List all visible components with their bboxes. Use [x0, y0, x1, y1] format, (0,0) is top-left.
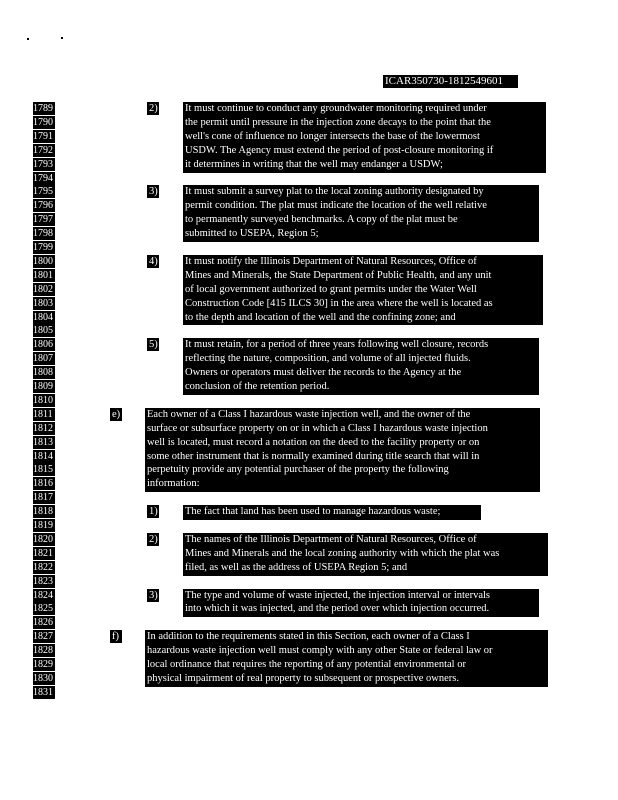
text-line: Owners or operators must deliver the records to the Agency at the [185, 367, 462, 379]
line-number: 1830 [33, 672, 53, 684]
item-text [183, 102, 546, 173]
line-number: 1827 [33, 631, 53, 643]
line-number: 1814 [33, 450, 53, 462]
text-line: Each owner of a Class I hazardous waste injection well, and the owner of the [147, 408, 471, 420]
text-line: reflecting the nature, composition, and volume of all injected fluids. [185, 353, 471, 365]
line-number: 1807 [33, 353, 53, 365]
item-label: 2) [149, 103, 158, 114]
text-line: to permanently surveyed benchmarks. A copy of the plat must be [185, 214, 458, 226]
line-number: 1818 [33, 506, 53, 518]
line-number: 1790 [33, 116, 53, 128]
line-number: 1825 [33, 603, 53, 615]
text-line: Mines and Minerals and the local zoning authority with which the plat was [185, 547, 500, 559]
document-id: ICAR350730-1812549601 [383, 75, 518, 88]
line-number: 1805 [33, 325, 53, 337]
text-line: The names of the Illinois Department of Natural Resources, Office of [185, 533, 477, 545]
text-line: into which it was injected, and the period over which injection occurred. [185, 603, 490, 615]
text-line: information: [147, 478, 200, 490]
line-number: 1819 [33, 520, 53, 531]
line-number: 1803 [33, 297, 53, 309]
line-number: 1821 [33, 547, 53, 559]
line-number: 1829 [33, 659, 53, 670]
line-number: 1806 [33, 339, 53, 351]
line-number: 1804 [33, 311, 53, 323]
text-line: It must continue to conduct any groundwater monitoring required under [185, 103, 487, 114]
item-label: 2) [149, 533, 158, 545]
item-text [145, 630, 548, 687]
line-number: 1823 [33, 575, 53, 587]
text-line: the permit until pressure in the injection zone decays to the point that the [185, 116, 491, 128]
item-text [145, 408, 540, 492]
text-line: hazardous waste injection well must comply with any other State or federal law or [147, 645, 493, 657]
line-number: 1811 [33, 408, 55, 421]
text-line: Mines and Minerals, the State Department of Public Health, and any unit [185, 269, 492, 281]
line-number: 1813 [33, 436, 53, 448]
text-line: some other instrument that is normally examined during title search that will in [147, 450, 480, 462]
line-number: 1789 [33, 103, 53, 114]
text-line: In addition to the requirements stated in this Section, each owner of a Class I [147, 631, 470, 643]
text-line: Construction Code [415 ILCS 30] in the area where the well is located as [185, 297, 493, 309]
item-label: 1) [149, 506, 158, 518]
text-line: conclusion of the retention period. [185, 381, 330, 393]
line-number: 1810 [33, 394, 53, 406]
line-number: 1793 [33, 158, 53, 170]
text-line: it determines in writing that the well may endanger a USDW; [185, 158, 443, 170]
line-number: 1798 [33, 228, 53, 240]
line-number: 1831 [33, 686, 53, 698]
text-line: It must retain, for a period of three years following well closure, records [185, 339, 489, 351]
line-number: 1791 [33, 130, 53, 142]
line-number: 1797 [33, 214, 53, 226]
item-text [183, 255, 543, 326]
item-label: 3) [149, 186, 158, 198]
item-label: e) [112, 408, 121, 420]
line-number: 1801 [33, 269, 53, 281]
line-number: 1824 [33, 589, 53, 601]
item-label: f) [110, 630, 122, 643]
line-number: 1817 [33, 492, 53, 504]
item-text [183, 505, 481, 520]
line-number: 1812 [33, 422, 53, 434]
item-label: 5) [149, 339, 158, 351]
line-number: 1792 [33, 144, 53, 156]
line-number: 1815 [33, 464, 53, 476]
scan-speck [27, 38, 29, 40]
item-label: 3) [149, 589, 158, 601]
text-line: to the depth and location of the well and the confining zone; and [185, 311, 456, 323]
line-number: 1820 [33, 533, 53, 545]
line-number: 1826 [33, 617, 53, 629]
line-number: 1809 [33, 381, 53, 392]
item-text [183, 589, 539, 618]
line-number: 1799 [33, 242, 53, 253]
line-number: 1800 [33, 255, 53, 267]
text-line: The fact that land has been used to manage hazardous waste; [185, 506, 441, 518]
text-line: physical impairment of real property to subsequent or prospective owners. [147, 672, 459, 684]
text-line: It must submit a survey plat to the local zoning authority designated by [185, 186, 484, 198]
text-line: perpetuity provide any potential purchaser of the property the following [147, 464, 449, 476]
scan-speck [61, 37, 63, 39]
line-number: 1796 [33, 200, 53, 212]
item-label: 4) [149, 255, 158, 267]
line-number: 1802 [33, 283, 53, 295]
text-line: submitted to USEPA, Region 5; [185, 228, 319, 240]
item-text [183, 338, 539, 395]
text-line: permit condition. The plat must indicate the location of the well relative [185, 200, 487, 212]
item-text [183, 533, 548, 576]
line-number: 1795 [33, 186, 53, 198]
text-line: The type and volume of waste injected, the injection interval or intervals [185, 589, 490, 601]
text-line: well is located, must record a notation on the deed to the facility property or on [147, 436, 480, 448]
line-number: 1816 [33, 478, 53, 490]
text-line: surface or subsurface property on or in which a Class I hazardous waste injection [147, 422, 488, 434]
text-line: well's cone of influence no longer intersects the base of the lowermost [185, 130, 480, 142]
text-line: It must notify the Illinois Department of Natural Resources, Office of [185, 255, 477, 267]
text-line: of local government authorized to grant permits under the Water Well [185, 283, 477, 295]
item-text [183, 185, 539, 242]
line-number: 1808 [33, 367, 53, 379]
line-number: 1822 [33, 561, 53, 573]
line-number: 1794 [33, 172, 53, 184]
text-line: filed, as well as the address of USEPA Region 5; and [185, 561, 408, 573]
text-line: local ordinance that requires the reporting of any potential environmental or [147, 659, 466, 670]
line-number: 1828 [33, 645, 53, 657]
text-line: USDW. The Agency must extend the period of post-closure monitoring if [185, 144, 494, 156]
